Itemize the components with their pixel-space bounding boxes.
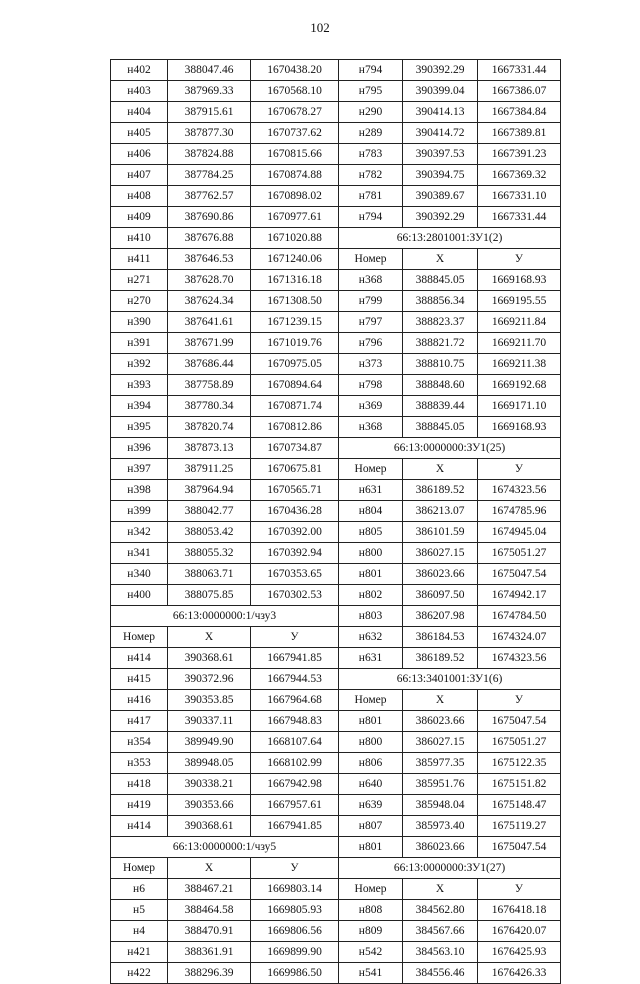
table-cell: 386207.98 [403,606,478,627]
table-cell: н391 [111,333,168,354]
table-cell: н400 [111,585,168,606]
table-cell: 1675051.27 [478,732,561,753]
table-row [111,333,561,354]
table-cell: 1674323.56 [478,480,561,501]
table-cell: 1674942.17 [478,585,561,606]
table-cell: н6 [111,879,168,900]
table-cell: 390337.11 [168,711,251,732]
table-cell: 1667389.81 [478,123,561,144]
table-cell: 388296.39 [168,963,251,984]
table-cell: 387824.88 [168,144,251,165]
table-row [111,690,561,711]
table-cell: н368 [339,417,403,438]
table-cell: 1675148.47 [478,795,561,816]
table-row [111,858,561,879]
table-cell: 388361.91 [168,942,251,963]
table-row [111,942,561,963]
table-cell: н805 [339,522,403,543]
table-cell: 1670874.88 [251,165,339,186]
table-cell: н809 [339,921,403,942]
table-cell: 390414.13 [403,102,478,123]
table-row [111,480,561,501]
table-cell: н639 [339,795,403,816]
table-cell: У [478,690,561,711]
table-cell: 1667964.68 [251,690,339,711]
table-cell: 1675047.54 [478,564,561,585]
table-cell: 385977.35 [403,753,478,774]
table-cell: 390394.75 [403,165,478,186]
table-row [111,606,561,627]
table-cell: 385973.40 [403,816,478,837]
table-cell: н797 [339,312,403,333]
table-cell: 1670977.61 [251,207,339,228]
table-cell: 1669168.93 [478,270,561,291]
table-cell: н421 [111,942,168,963]
table-cell: 1670815.66 [251,144,339,165]
table-row [111,438,561,459]
table-cell: Номер [339,690,403,711]
table-cell: 1669899.90 [251,942,339,963]
table-cell: 390414.72 [403,123,478,144]
table-cell: н415 [111,669,168,690]
table-cell: н405 [111,123,168,144]
table-cell: 1671240.06 [251,249,339,270]
table-cell: н399 [111,501,168,522]
table-cell: 388047.46 [168,60,251,81]
table-cell: 389948.05 [168,753,251,774]
table-cell: н354 [111,732,168,753]
table-cell: 390389.67 [403,186,478,207]
table-cell: н794 [339,207,403,228]
table-cell: н290 [339,102,403,123]
table-cell: н804 [339,501,403,522]
table-cell: 388470.91 [168,921,251,942]
table-cell: 387676.88 [168,228,251,249]
table-cell: 1667941.85 [251,816,339,837]
table-row [111,522,561,543]
coordinates-table-body [111,60,561,984]
table-cell: 386189.52 [403,480,478,501]
table-cell: 387964.94 [168,480,251,501]
table-row [111,354,561,375]
table-cell: 1667942.98 [251,774,339,795]
table-cell: н398 [111,480,168,501]
table-row [111,270,561,291]
table-row [111,459,561,480]
table-cell: н418 [111,774,168,795]
table-cell: 1670678.27 [251,102,339,123]
table-cell: 1667941.85 [251,648,339,669]
table-cell: 1670436.28 [251,501,339,522]
table-cell: 386023.66 [403,837,478,858]
table-cell: 1667944.53 [251,669,339,690]
table-cell: н803 [339,606,403,627]
table-cell: н407 [111,165,168,186]
table-cell: 388055.32 [168,543,251,564]
table-cell: н640 [339,774,403,795]
table-cell: У [251,858,339,879]
table-cell: У [478,459,561,480]
table-cell: 387628.70 [168,270,251,291]
table-cell: 1669806.56 [251,921,339,942]
table-cell: н806 [339,753,403,774]
table-cell: н631 [339,648,403,669]
table-cell: н416 [111,690,168,711]
table-cell: Х [403,879,478,900]
table-cell: н808 [339,900,403,921]
table-cell: 1674324.07 [478,627,561,648]
table-cell: У [478,879,561,900]
table-cell: 1671019.76 [251,333,339,354]
table-cell: 1669192.68 [478,375,561,396]
table-cell: 1675047.54 [478,711,561,732]
table-cell: н801 [339,711,403,732]
table-cell: 1667331.10 [478,186,561,207]
table-cell: 1669168.93 [478,417,561,438]
table-cell: н799 [339,291,403,312]
table-cell: 1671316.18 [251,270,339,291]
table-row [111,564,561,585]
table-cell: н390 [111,312,168,333]
table-cell: 386023.66 [403,564,478,585]
table-cell: н340 [111,564,168,585]
table-row [111,207,561,228]
table-cell: н408 [111,186,168,207]
table-row [111,900,561,921]
table-cell: Х [168,627,251,648]
table-cell: 1670894.64 [251,375,339,396]
table-row [111,963,561,984]
table-cell: 386027.15 [403,732,478,753]
table-cell: 1669986.50 [251,963,339,984]
table-cell: 1667384.84 [478,102,561,123]
table-cell: 1667391.23 [478,144,561,165]
table-cell: 1667331.44 [478,60,561,81]
table-cell: 388848.60 [403,375,478,396]
table-cell: н631 [339,480,403,501]
table-cell: 1669805.93 [251,900,339,921]
table-row [111,774,561,795]
table-cell: 1670392.94 [251,543,339,564]
table-cell: 1669211.70 [478,333,561,354]
table-cell: 390397.53 [403,144,478,165]
table-cell: 387690.86 [168,207,251,228]
table-row [111,417,561,438]
table-cell: 1671020.88 [251,228,339,249]
table-cell: н796 [339,333,403,354]
table-cell: 384567.66 [403,921,478,942]
table-cell: 1674784.50 [478,606,561,627]
table-cell: н393 [111,375,168,396]
table-cell: 1675122.35 [478,753,561,774]
table-row [111,879,561,900]
table-cell: Номер [111,627,168,648]
table-row [111,648,561,669]
table-cell: 1675051.27 [478,543,561,564]
table-cell: 386027.15 [403,543,478,564]
table-cell: 387780.34 [168,396,251,417]
table-cell: 388839.44 [403,396,478,417]
table-cell: н783 [339,144,403,165]
table-cell: 1669195.55 [478,291,561,312]
table-cell: 1676418.18 [478,900,561,921]
table-row [111,249,561,270]
table-cell: 390353.85 [168,690,251,711]
table-cell: 387820.74 [168,417,251,438]
table-cell: Х [168,858,251,879]
table-cell: н5 [111,900,168,921]
table-cell: 387624.34 [168,291,251,312]
table-cell: 384563.10 [403,942,478,963]
table-cell: 387969.33 [168,81,251,102]
table-cell: н289 [339,123,403,144]
table-row [111,396,561,417]
section-header-cell: 66:13:0000000:1/чзу5 [111,837,339,858]
table-cell: 388845.05 [403,270,478,291]
table-cell: 1667369.32 [478,165,561,186]
table-cell: н395 [111,417,168,438]
table-row [111,627,561,648]
table-cell: Номер [339,879,403,900]
table-cell: 1670438.20 [251,60,339,81]
table-cell: н271 [111,270,168,291]
table-cell: 1667331.44 [478,207,561,228]
table-cell: н410 [111,228,168,249]
table-cell: н794 [339,60,403,81]
table-row [111,921,561,942]
table-cell: 388063.71 [168,564,251,585]
table-cell: 1671239.15 [251,312,339,333]
table-cell: 1676420.07 [478,921,561,942]
table-cell: 1667386.07 [478,81,561,102]
table-cell: 1669211.38 [478,354,561,375]
table-cell: 388856.34 [403,291,478,312]
table-row [111,81,561,102]
table-cell: н353 [111,753,168,774]
section-header-cell: 66:13:0000000:ЗУ1(25) [339,438,561,459]
table-cell: 388821.72 [403,333,478,354]
table-cell: н394 [111,396,168,417]
table-cell: 1674323.56 [478,648,561,669]
table-cell: 387873.13 [168,438,251,459]
table-cell: 390338.21 [168,774,251,795]
table-cell: н392 [111,354,168,375]
table-cell: 1668107.64 [251,732,339,753]
table-cell: 390392.29 [403,60,478,81]
table-cell: 1669803.14 [251,879,339,900]
table-cell: н409 [111,207,168,228]
table-cell: н397 [111,459,168,480]
table-cell: 1670812.86 [251,417,339,438]
table-cell: н419 [111,795,168,816]
table-row [111,144,561,165]
table-cell: 1670975.05 [251,354,339,375]
table-row [111,186,561,207]
section-header-cell: 66:13:0000000:1/чзу3 [111,606,339,627]
table-cell: 1676426.33 [478,963,561,984]
table-cell: 388053.42 [168,522,251,543]
coordinates-table [110,59,561,984]
table-cell: Х [403,690,478,711]
table-cell: н270 [111,291,168,312]
table-cell: 388464.58 [168,900,251,921]
table-cell: 385948.04 [403,795,478,816]
table-cell: 1669171.10 [478,396,561,417]
table-cell: 1670565.71 [251,480,339,501]
table-cell: н368 [339,270,403,291]
table-cell: 386184.53 [403,627,478,648]
table-cell: 387762.57 [168,186,251,207]
table-cell: 1675047.54 [478,837,561,858]
table-cell: н4 [111,921,168,942]
table-row [111,795,561,816]
table-row [111,165,561,186]
table-cell: н402 [111,60,168,81]
table-cell: 387877.30 [168,123,251,144]
table-cell: 390372.96 [168,669,251,690]
table-cell: 387784.25 [168,165,251,186]
table-cell: 1670675.81 [251,459,339,480]
table-row [111,711,561,732]
table-cell: 1670353.65 [251,564,339,585]
table-cell: н798 [339,375,403,396]
table-cell: 386213.07 [403,501,478,522]
table-cell: 387911.25 [168,459,251,480]
table-cell: 388845.05 [403,417,478,438]
table-cell: 390368.61 [168,648,251,669]
table-row [111,291,561,312]
table-row [111,585,561,606]
table-cell: 1670737.62 [251,123,339,144]
table-row [111,732,561,753]
table-row [111,228,561,249]
table-cell: 1670734.87 [251,438,339,459]
table-row [111,837,561,858]
table-cell: н341 [111,543,168,564]
section-header-cell: 66:13:0000000:ЗУ1(27) [339,858,561,879]
table-cell: 389949.90 [168,732,251,753]
table-cell: Х [403,249,478,270]
table-cell: У [478,249,561,270]
table-cell: 387646.53 [168,249,251,270]
table-cell: 1674945.04 [478,522,561,543]
table-cell: н801 [339,837,403,858]
table-cell: 1675119.27 [478,816,561,837]
table-cell: У [251,627,339,648]
table-cell: 387641.61 [168,312,251,333]
table-cell: н542 [339,942,403,963]
table-cell: н406 [111,144,168,165]
table-cell: 387671.99 [168,333,251,354]
table-cell: 1676425.93 [478,942,561,963]
table-cell: н807 [339,816,403,837]
table-cell: 1670871.74 [251,396,339,417]
table-cell: н800 [339,543,403,564]
table-cell: 388823.37 [403,312,478,333]
table-cell: н782 [339,165,403,186]
table-cell: н414 [111,816,168,837]
table-cell: н422 [111,963,168,984]
table-cell: 386097.50 [403,585,478,606]
table-cell: н403 [111,81,168,102]
table-cell: н417 [111,711,168,732]
table-cell: 388075.85 [168,585,251,606]
table-cell: 1670392.00 [251,522,339,543]
table-cell: н800 [339,732,403,753]
table-cell: 385951.76 [403,774,478,795]
table-cell: 388810.75 [403,354,478,375]
table-cell: 390353.66 [168,795,251,816]
table-cell: Номер [339,459,403,480]
table-cell: 1670302.53 [251,585,339,606]
table-row [111,753,561,774]
table-row [111,102,561,123]
table-row [111,123,561,144]
table-row [111,60,561,81]
table-row [111,375,561,396]
section-header-cell: 66:13:2801001:ЗУ1(2) [339,228,561,249]
table-cell: н404 [111,102,168,123]
table-cell: н541 [339,963,403,984]
table-cell: 1675151.82 [478,774,561,795]
table-cell: н795 [339,81,403,102]
table-cell: н369 [339,396,403,417]
table-cell: 388042.77 [168,501,251,522]
table-row [111,543,561,564]
table-cell: 1671308.50 [251,291,339,312]
table-row [111,501,561,522]
table-cell: Номер [111,858,168,879]
table-cell: н781 [339,186,403,207]
table-cell: н373 [339,354,403,375]
table-cell: 386189.52 [403,648,478,669]
table-row [111,312,561,333]
section-header-cell: 66:13:3401001:ЗУ1(6) [339,669,561,690]
table-row [111,816,561,837]
table-cell: н411 [111,249,168,270]
table-cell: 390368.61 [168,816,251,837]
table-cell: н342 [111,522,168,543]
table-cell: н396 [111,438,168,459]
table-cell: 387686.44 [168,354,251,375]
table-row [111,669,561,690]
table-cell: 1670568.10 [251,81,339,102]
table-cell: 390399.04 [403,81,478,102]
table-cell: 387758.89 [168,375,251,396]
table-cell: н801 [339,564,403,585]
table-cell: 1674785.96 [478,501,561,522]
table-cell: 386023.66 [403,711,478,732]
table-cell: н414 [111,648,168,669]
table-cell: 390392.29 [403,207,478,228]
table-cell: 1669211.84 [478,312,561,333]
table-cell: 386101.59 [403,522,478,543]
table-cell: 388467.21 [168,879,251,900]
table-cell: Х [403,459,478,480]
page-number: 102 [310,20,330,35]
table-cell: 1667948.83 [251,711,339,732]
table-cell: 1670898.02 [251,186,339,207]
table-cell: Номер [339,249,403,270]
table-cell: 384556.46 [403,963,478,984]
table-cell: 1668102.99 [251,753,339,774]
table-cell: н802 [339,585,403,606]
table-cell: н632 [339,627,403,648]
table-cell: 384562.80 [403,900,478,921]
table-cell: 1667957.61 [251,795,339,816]
table-cell: 387915.61 [168,102,251,123]
